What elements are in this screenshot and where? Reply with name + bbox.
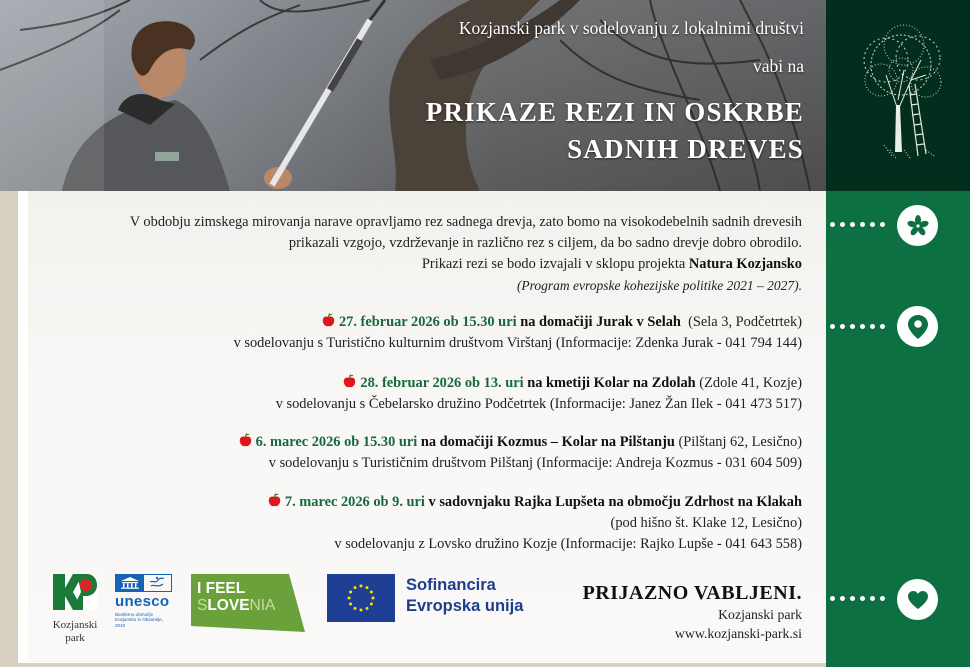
event-item	[276, 373, 802, 415]
event-address: (pod hišno št. Klake 12, Lesično)	[610, 515, 802, 531]
unesco-caption: Biosferno območje	[115, 612, 154, 617]
hero-photo	[0, 0, 826, 191]
kp-name-line1: Kozjanski	[52, 619, 98, 631]
event-headline	[239, 432, 802, 453]
website-link[interactable]: www.kozjanski-park.si	[674, 626, 802, 641]
unesco-logo	[115, 574, 175, 628]
heart-icon	[897, 579, 938, 620]
event-date: 28. februar 2026 ob 13. uri	[360, 375, 524, 391]
hero-text	[426, 14, 804, 168]
flower-icon	[897, 205, 938, 246]
hero-subtitle: Kozjanski park v sodelovanju z lokalnimi društvi	[458, 18, 804, 38]
project-name: Natura Kozjansko	[688, 256, 802, 272]
event-item	[268, 492, 802, 555]
eu-line2: Evropska unija	[406, 597, 524, 615]
unesco-caption: 2010	[115, 622, 126, 628]
program-note: (Program evropske kohezijske politike 2021 – 2027).	[516, 278, 802, 293]
ifeel-s: S	[197, 597, 208, 614]
kp-name-line2: park	[65, 632, 85, 644]
organization-name: Kozjanski park	[718, 607, 802, 622]
intro-project-prefix: Prikazi rezi se bodo izvajali v sklopu projekta	[421, 256, 689, 272]
eu-cofunding-text	[406, 575, 523, 617]
temple-icon	[120, 577, 140, 589]
event-address: (Sela 3, Podčetrtek)	[688, 314, 802, 330]
closing-block	[583, 581, 802, 643]
event-date: 6. marec 2026 ob 15.30 uri	[255, 434, 418, 450]
intro-text	[130, 212, 802, 296]
closing-title: PRIJAZNO VABLJENI.	[582, 582, 802, 604]
apple-icon	[343, 374, 356, 388]
sidebar-top	[826, 0, 970, 191]
ifeel-nia: NIA	[249, 597, 276, 614]
eu-line1: Sofinancira	[406, 576, 496, 594]
ifeel-love: LOVE	[207, 597, 250, 614]
ifeel-line1: I FEEL	[197, 580, 246, 597]
i-feel-slovenia-logo	[191, 574, 305, 637]
event-place: na kmetiji Kolar na Zdolah	[527, 375, 696, 391]
apple-icon	[239, 433, 252, 447]
event-headline	[276, 373, 802, 394]
page-title-line1: PRIKAZE REZI IN OSKRBE	[425, 97, 804, 127]
kp-logo-icon	[53, 574, 97, 610]
eu-stars-icon	[327, 574, 395, 622]
tree-ladder-icon	[826, 0, 970, 191]
location-pin-icon	[897, 306, 938, 347]
event-partner: v sodelovanju s Turističnim društvom Pilštanj (Informacije: Andreja Kozmus - 031 604 509)	[268, 455, 802, 471]
event-place: na domačiji Kozmus – Kolar na Pilštanju	[420, 434, 675, 450]
event-item	[239, 432, 802, 474]
event-item	[234, 312, 802, 354]
intro-line	[130, 254, 802, 275]
hero-invite: vabi na	[752, 56, 804, 76]
event-headline	[268, 492, 802, 513]
event-partner: v sodelovanju s Turistično kulturnim društvom Virštanj (Informacije: Zdenka Jurak - 041 794 144)	[233, 335, 802, 351]
event-date: 27. februar 2026 ob 15.30 uri	[338, 314, 517, 330]
dotted-connector	[830, 596, 885, 602]
event-address: (Pilštanj 62, Lesično)	[678, 434, 802, 450]
event-place: na domačiji Jurak v Selah	[520, 314, 681, 330]
apple-icon	[268, 493, 281, 507]
eu-flag	[327, 574, 395, 622]
event-partner: v sodelovanju z Lovsko družino Kozje (Informacije: Rajko Lupše - 041 643 558)	[334, 536, 802, 552]
dotted-connector	[830, 222, 885, 228]
unesco-caption: Kozjansko in Obsotelje,	[115, 617, 164, 623]
event-headline	[234, 312, 802, 333]
dotted-connector	[830, 324, 885, 330]
page-title-line2: SADNIH DREVES	[567, 134, 804, 164]
event-address: (Zdole 41, Kozje)	[699, 375, 802, 391]
intro-line: V obdobju zimskega mirovanja narave opravljamo rez sadnega drevja, zato bomo na visokodebelnih sadnih drevesih	[129, 214, 802, 230]
apple-icon	[322, 313, 335, 327]
event-partner: v sodelovanju s Čebelarsko družino Podčetrtek (Informacije: Janez Žan Ilek - 041 473 517)	[275, 396, 802, 412]
unesco-wordmark: unesco	[115, 593, 170, 610]
biosphere-icon	[148, 576, 166, 590]
intro-line: prikazali vzgojo, vzdrževanje in različno rez s ciljem, da bo sadno drevje dobro obrodilo.	[288, 235, 802, 251]
hero-overlay	[0, 0, 104, 191]
event-place: v sadovnjaku Rajka Lupšeta na območju Zdrhost na Klakah	[428, 494, 802, 510]
event-date: 7. marec 2026 ob 9. uri	[284, 494, 425, 510]
kozjanski-park-logo	[50, 574, 100, 645]
